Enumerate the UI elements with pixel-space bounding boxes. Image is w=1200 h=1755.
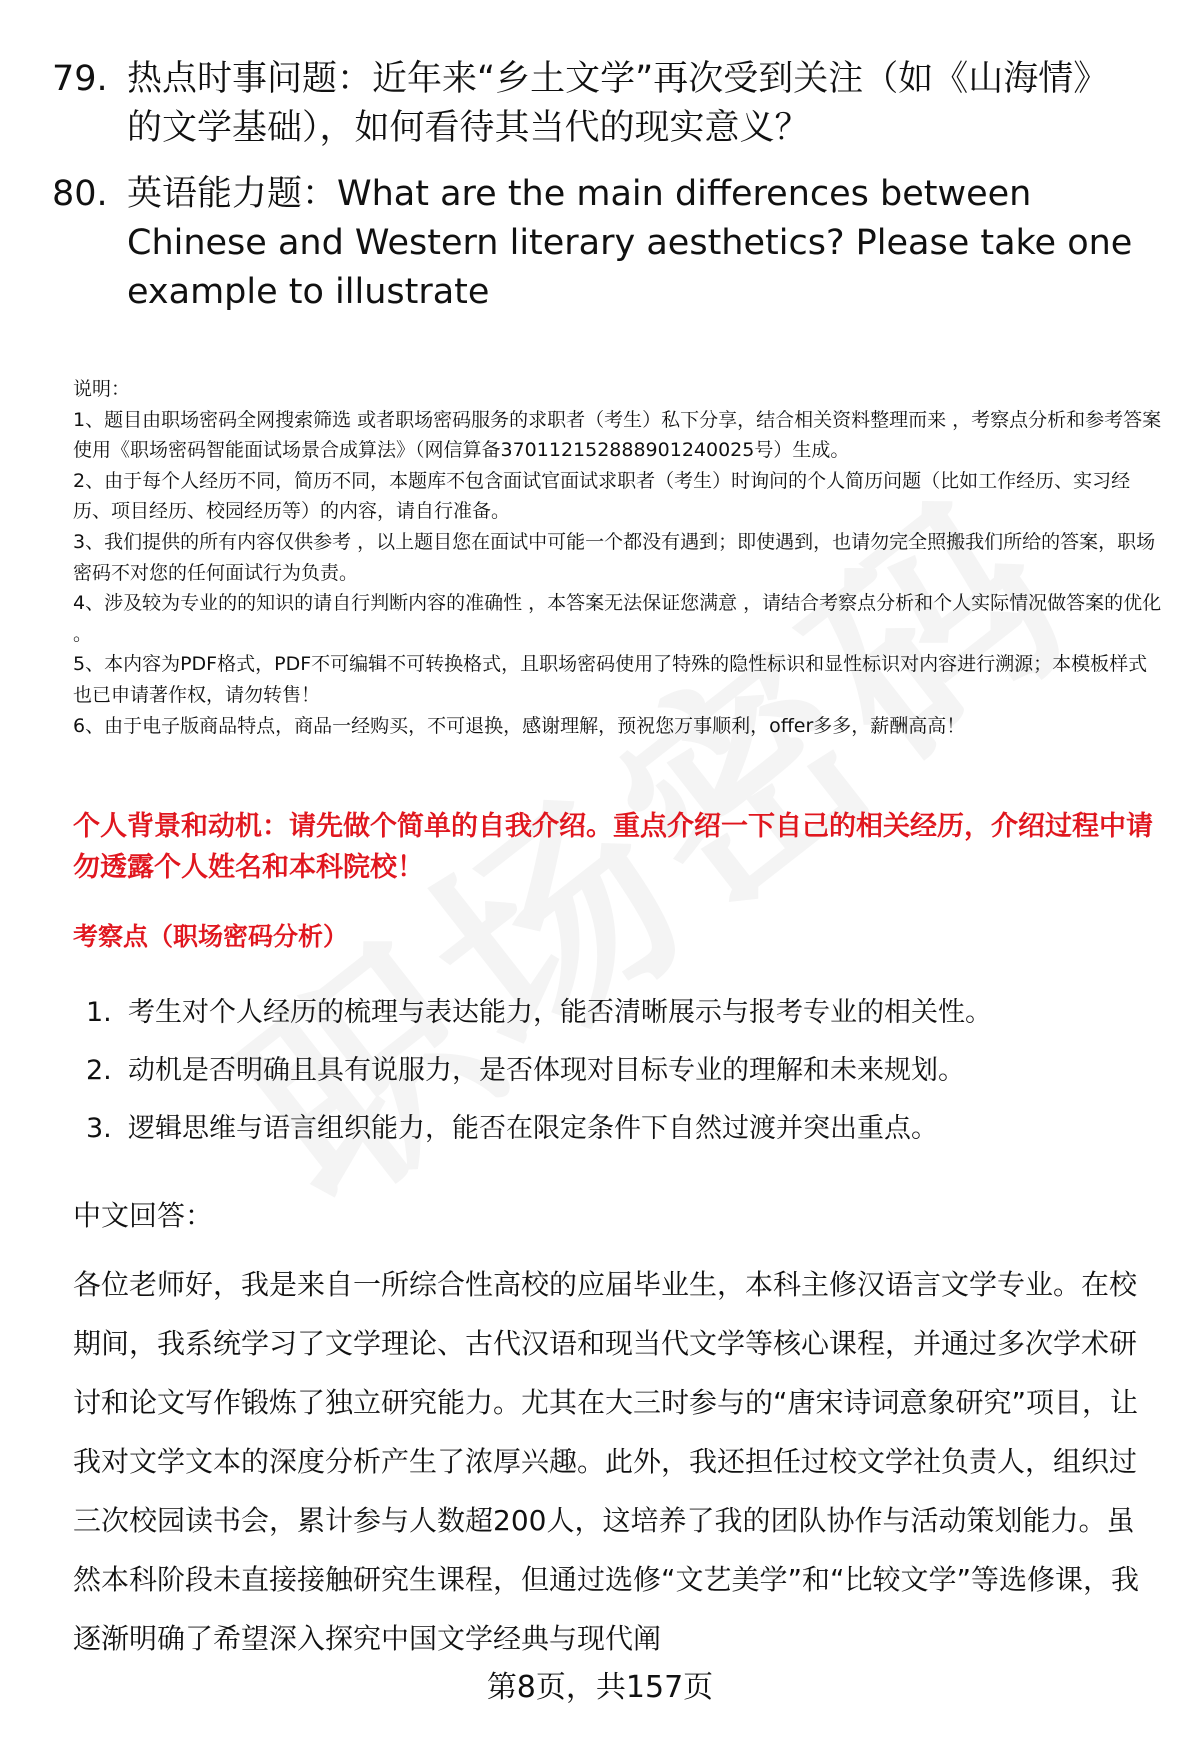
analysis-point <box>86 993 1156 1051</box>
analysis-heading: 考察点（职场密码分析） <box>73 922 349 951</box>
question-number: 79. <box>52 59 108 99</box>
analysis-point <box>86 1109 1156 1167</box>
section-title: 个人背景和动机：请先做个简单的自我介绍。重点介绍一下自己的相关经历，介绍过程中请勿透露个人姓名和本科院校！ <box>73 811 1153 883</box>
point-number: 1. <box>86 997 112 1028</box>
point-text: 动机是否明确且具有说服力，是否体现对目标专业的理解和未来规划。 <box>128 1055 965 1086</box>
point-text: 逻辑思维与语言组织能力，能否在限定条件下自然过渡并突出重点。 <box>128 1113 938 1144</box>
question-text: 英语能力题：What are the main differences between Chinese and Western literary aesthetics? Please take one example to illustrate <box>127 174 1133 312</box>
question-text: 热点时事问题：近年来“乡土文学”再次受到关注（如《山海情》的文学基础），如何看待其当代的现实意义？ <box>127 59 1109 148</box>
question-number: 80. <box>52 174 108 214</box>
question-80 <box>52 170 1142 317</box>
notes-title: 说明： <box>73 378 131 400</box>
note-item: 1、题目由职场密码全网搜索筛选 或者职场密码服务的求职者（考生）私下分享，结合相关资料整理而来 ，考察点分析和参考答案使用《职场密码智能面试场景合成算法》（网信算备370112152888901240025号）生成。 <box>73 408 1162 462</box>
analysis-point <box>86 1051 1156 1109</box>
point-number: 3. <box>86 1113 112 1144</box>
note-item: 4、涉及较为专业的的知识的请自行判断内容的准确性 ，本答案无法保证您满意 ，请结合考察点分析和个人实际情况做答案的优化 。 <box>73 592 1162 645</box>
point-number: 2. <box>86 1055 112 1086</box>
note-item: 6、由于电子版商品特点，商品一经购买，不可退换，感谢理解，预祝您万事顺利，offer多多，薪酬高高！ <box>73 714 966 737</box>
point-text: 考生对个人经历的梳理与表达能力，能否清晰展示与报考专业的相关性。 <box>128 997 992 1028</box>
note-item: 3、我们提供的所有内容仅供参考 ，以上题目您在面试中可能一个都没有遇到；即使遇到，也请勿完全照搬我们所给的答案，职场密码不对您的任何面试行为负责。 <box>73 530 1156 584</box>
disclaimer-notes <box>73 374 1163 741</box>
page-footer: 第8页，共157页 <box>486 1670 714 1705</box>
note-item: 5、本内容为PDF格式，PDF不可编辑不可转换格式，且职场密码使用了特殊的隐性标识和显性标识对内容进行溯源；本模板样式也已申请著作权，请勿转售！ <box>73 653 1148 706</box>
note-item: 2、由于每个人经历不同，简历不同，本题库不包含面试官面试求职者（考生）时询问的个人简历问题（比如工作经历、实习经历、项目经历、校园经历等）的内容，请自行准备。 <box>73 469 1131 523</box>
answer-text: 各位老师好，我是来自一所综合性高校的应届毕业生，本科主修汉语言文学专业。在校期间，我系统学习了文学理论、古代汉语和现当代文学等核心课程，并通过多次学术研讨和论文写作锻炼了独立研究能力。尤其在大三时参与的“唐宋诗词意象研究”项目，让我对文学文本的深度分析产生了浓厚兴趣。此外，我还担任过校文学社负责人，组织过三次校园读书会，累计参与人数超200人，这培养了我的团队协作与活动策划能力。虽然本科阶段未直接接触研究生课程，但通过选修“文艺美学”和“比较文学”等选修课，我逐渐明确了希望深入探究中国文学经典与现代阐 <box>73 1268 1140 1655</box>
analysis-points <box>86 993 1156 1167</box>
answer-label: 中文回答： <box>73 1199 214 1232</box>
question-79 <box>52 55 1142 153</box>
